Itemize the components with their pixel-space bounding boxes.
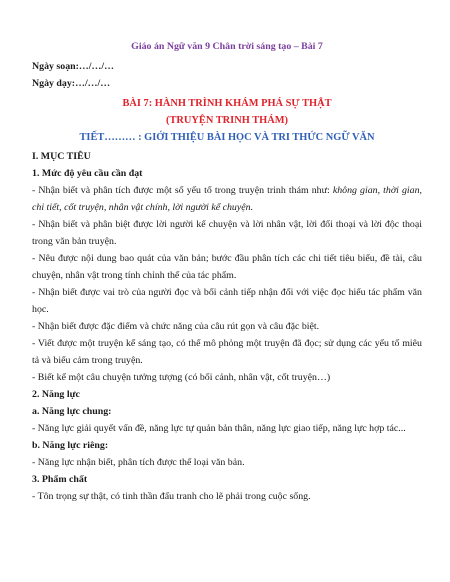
requirement-item: - Viết được một truyện kể sáng tạo, có thể mô phỏng một truyện đã đọc; sử dụng các yếu tố miêu tả và biểu cảm trong truyện. xyxy=(32,338,422,366)
lesson-subtitle: (TRUYỆN TRINH THÁM) xyxy=(165,115,288,126)
specific-competence-heading: b. Năng lực riêng: xyxy=(32,440,109,451)
specific-competence-text: - Năng lực nhận biết, phân tích được thể loại văn bản. xyxy=(32,457,245,468)
prep-date: Ngày soạn:…/…/… xyxy=(32,61,115,72)
subsection-heading-competence: 2. Năng lực xyxy=(32,389,80,400)
requirement-item: - Nêu được nội dung bao quát của văn bản; bước đầu phân tích các chi tiết tiêu biểu, đề tài, câu chuyện, nhân vật trong tính chỉnh thể của tác phẩm. xyxy=(32,253,422,281)
requirement-item: - Nhận biết và phân biệt được lời người kể chuyện và lời nhân vật, lời đối thoại và lời độc thoại trong văn bản truyện. xyxy=(32,219,422,247)
general-competence-text: - Năng lực giải quyết vấn đề, năng lực tự quản bản thân, năng lực giao tiếp, năng lực hợp tác... xyxy=(32,423,406,434)
requirement-item: - Nhận biết được đặc điểm và chức năng của câu rút gọn và câu đặc biệt. xyxy=(32,321,320,332)
document-header: Giáo án Ngữ văn 9 Chân trời sáng tạo – Bài 7 xyxy=(131,41,323,52)
period-title: TIẾT……… : GIỚI THIỆU BÀI HỌC VÀ TRI THỨC NGỮ VĂN xyxy=(79,132,375,143)
requirement-item: - Biết kể một câu chuyện tưởng tượng (có bối cảnh, nhân vật, cốt truyện…) xyxy=(32,372,331,383)
requirement-item xyxy=(32,182,422,216)
general-competence-heading: a. Năng lực chung: xyxy=(32,406,112,417)
subsection-heading-requirements: 1. Mức độ yêu cầu cần đạt xyxy=(32,168,143,179)
qualities-text: - Tôn trọng sự thật, có tinh thần đấu tranh cho lẽ phải trong cuộc sống. xyxy=(32,491,311,502)
subsection-heading-qualities: 3. Phẩm chất xyxy=(32,474,88,485)
section-heading-objectives: I. MỤC TIÊU xyxy=(32,151,91,162)
lesson-title: BÀI 7: HÀNH TRÌNH KHÁM PHÁ SỰ THẬT xyxy=(122,98,332,109)
requirement-item: - Nhận biết được vai trò của người đọc và bối cảnh tiếp nhận đối với việc đọc hiểu tác phẩm văn học. xyxy=(32,287,422,315)
requirement-item-italic: không gian, thời gian, chi tiết, cốt truyện, nhân vật chính, lời người kể chuyện. xyxy=(32,185,422,213)
teach-date: Ngày dạy:…/…/… xyxy=(32,78,111,89)
requirement-item-text: - Nhận biết và phân tích được một số yếu tố trong truyện trinh thám như: xyxy=(32,185,333,196)
